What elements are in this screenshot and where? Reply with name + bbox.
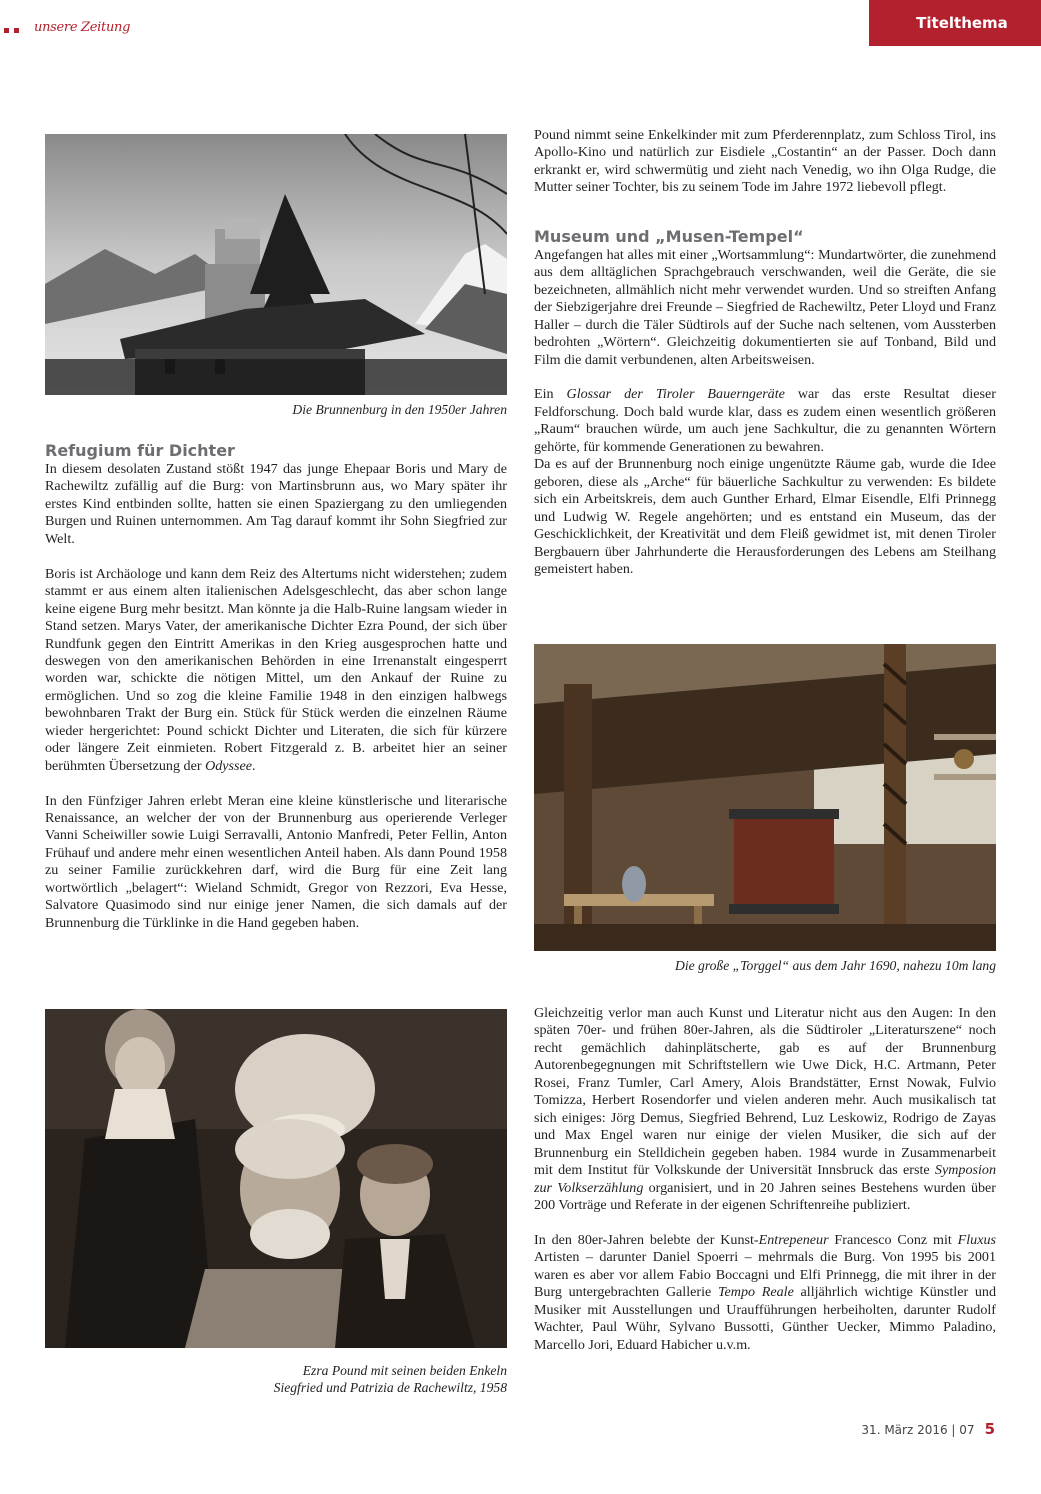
paragraph: In diesem desolaten Zustand stößt 1947 das junge Ehepaar Boris und Mary de Rachewiltz zufällig auf die Burg: von Martinsbrunn aus, wo Mary später ihr erstes Kind entbinden sollte, hatten sie einen Spaziergang zu den umliegenden Burgen und Ruinen unternommen. Am Tag darauf kommt ihr Sohn Siegfried zur Welt. bbox=[45, 461, 507, 547]
paragraph: In den Fünfziger Jahren erlebt Meran eine kleine künstlerische und literarische Renaissance, an welcher der von der Brunnenburg aus operierende Verleger Vanni Scheiwiller sowie Luigi Serravalli, Antonio Manfredi, Peter Fellin, Anton Frühauf und andere mehr einen wesentlichen Anteil haben. Als dann Pound 1958 zu seiner Familie zurückkehren darf, wird die Burg für eine Zeit lang wortwörtlich „belagert“: Wieland Schmidt, Gregor von Rezzori, Eva Hesse, Salvatore Quasimodo sind nur einige jener Namen, die sich damals auf der Brunnenburg die Türklinke in die Hand gegeben haben. bbox=[45, 792, 507, 931]
section-heading: Refugium für Dichter bbox=[45, 441, 235, 460]
castle-caption: Die Brunnenburg in den 1950er Jahren bbox=[292, 402, 507, 417]
paragraph: Angefangen hat alles mit einer „Wortsammlung“: Mundartwörter, die zunehmend aus dem alltäglichen Sprachgebrauch verschwanden, weil die Geräte, die sie bezeichneten, allmählich nicht mehr verwendet wurden. Und so streiften Anfang der Siebzigerjahre drei Freunde – Siegfried de Rachewiltz, Peter Lloyd und Franz Haller – durch die Täler Südtirols auf der Suche nach seltenen, vom Aussterben bedrohten „Wörtern“. Gleichzeitig dokumentierten sie auf Tonband, Bild und Film die damit verbundenen, alten Arbeitsweisen. bbox=[534, 246, 996, 368]
left-column bbox=[45, 441, 507, 932]
section-heading: Museum und „Musen-Tempel“ bbox=[534, 226, 804, 246]
paragraph: Pound nimmt seine Enkelkinder mit zum Pferderennplatz, zum Schloss Tirol, ins Apollo-Kino und natürlich zur Eisdiele „Costantin“ an der Passer. Doch dann erkrankt er, wird schwermütig und zieht nach Venedig, wo ihn Olga Rudge, die Mutter seiner Tochter, bis zu seinem Tode im Jahre 1972 liebevoll pflegt. bbox=[534, 127, 996, 196]
right-column-top bbox=[534, 127, 996, 578]
section-tag: Titelthema bbox=[869, 0, 1041, 46]
portrait-photo bbox=[45, 1009, 507, 1348]
page-footer bbox=[861, 1420, 995, 1438]
paragraph: In den 80er-Jahren belebte der Kunst-Entrepeneur Francesco Conz mit Fluxus Artisten – darunter Daniel Spoerri – mehrmals die Burg. Von 1995 bis 2001 waren es aber vor allem Fabio Boccagni und Elfi Prinnegg, die mit ihrer in der Burg untergebrachten Gallerie Tempo Reale alljährlich wichtige Künstler und Musiker mit Ausstellungen und Uraufführungen herbeiholten, darunter Rudolf Wachter, Paul Wühr, Sylvano Bussotti, Günther Uecker, Mimmo Paladino, Marcello Jori, Eduard Habicher u.v.m. bbox=[534, 1231, 996, 1353]
header-marks bbox=[4, 28, 19, 33]
paragraph: Gleichzeitig verlor man auch Kunst und Literatur nicht aus den Augen: In den späten 70er- und frühen 80er-Jahren, als die Südtiroler „Literaturszene“ noch recht gemächlich dahinplätscherte, gab es auf der Brunnenburg Autorenbegegnungen mit Schriftstellern wie Uwe Dick, H.C. Artmann, Peter Rosei, Franz Tumler, Carl Amery, Alois Brandstätter, Ernst Nowak, Fulvio Tomizza, Herbert Rosendorfer und vielen anderen mehr. Auch musikalisch tat sich einiges: Jörg Demus, Siegfried Behrend, Luz Leskowiz, Rodrigo de Zayas und Max Engel waren nur einige der vielen Musiker, die sich auf der Brunnenburg ein Stelldichein gegeben haben. 1984 wurde in Zusammenarbeit mit dem Institut für Volkskunde der Universität Innsbruck das erste Symposion zur Volkserzählung organisiert, und in 20 Jahren seines Bestehens wurden über 200 Vorträge und Referate in der eigenen Schriftenreihe publiziert. bbox=[534, 1005, 996, 1213]
portrait-caption: Ezra Pound mit seinen beiden Enkeln Siegfried und Patrizia de Rachewiltz, 1958 bbox=[273, 1363, 507, 1395]
brand-logo: unsere Zeitung bbox=[34, 20, 131, 35]
issue-date: 31. März 2016 | 07 bbox=[861, 1423, 975, 1437]
paragraph: Ein Glossar der Tiroler Bauerngeräte war das erste Resultat dieser Feldforschung. Doch bald wurde klar, dass es zudem einen wesentlich größeren „Raum“ brauchen würde, um auch jene Sachkultur, die zu genannten Wörtern gehörte, für kommende Generationen zu bewahren. bbox=[534, 386, 996, 455]
paragraph: Boris ist Archäologe und kann dem Reiz des Altertums nicht widerstehen; zudem stammt er aus einem alten italienischen Adelsgeschlecht, das aber schon lange keine eigene Burg mehr besitzt. Man könnte ja die Halb-Ruine langsam wieder in Stand setzen. Marys Vater, der amerikanische Dichter Ezra Pound, der sich über Rundfunk gegen den Eintritt Amerikas in den Krieg ausgesprochen hatte und deswegen von den amerikanischen Behörden in eine Irrenanstalt eingesperrt worden war, schickte die nötigen Mittel, um den Ankauf der Ruine zu ermöglichen. Und so zog die kleine Familie 1948 in den einzigen halbwegs bewohnbaren Trakt der Burg ein. Stück für Stück werden die einzelnen Räume wieder hergerichtet: Pound schickt Dichter und Literaten, die sich für kürzere oder längere Zeit einmieten. Robert Fitzgerald z. B. arbeitet hier an seiner berühmten Übersetzung der Odyssee. bbox=[45, 565, 507, 774]
right-column-bottom bbox=[534, 1005, 996, 1354]
paragraph: Da es auf der Brunnenburg noch einige ungenützte Räume gab, wurde die Idee geboren, diese als „Arche“ für bäuerliche Sachkultur zu verwenden: Es bildete sich ein Arbeitskreis, dem auch Gunther Erhard, Elmar Eisendle, Elfi Prinnegg und Ludwig W. Regele angehörten; und es entstand ein Museum, das der Geschicklichkeit, der Kreativität und dem Fleiß gewidmet ist, mit denen Tiroler Bergbauern über Jahrhunderte die Herausforderungen des Lebens am Steilhang gemeistert haben. bbox=[534, 456, 996, 577]
torggel-photo bbox=[534, 644, 996, 951]
torggel-caption: Die große „Torggel“ aus dem Jahr 1690, nahezu 10m lang bbox=[675, 958, 996, 973]
page-number: 5 bbox=[984, 1420, 995, 1438]
castle-photo bbox=[45, 134, 507, 395]
